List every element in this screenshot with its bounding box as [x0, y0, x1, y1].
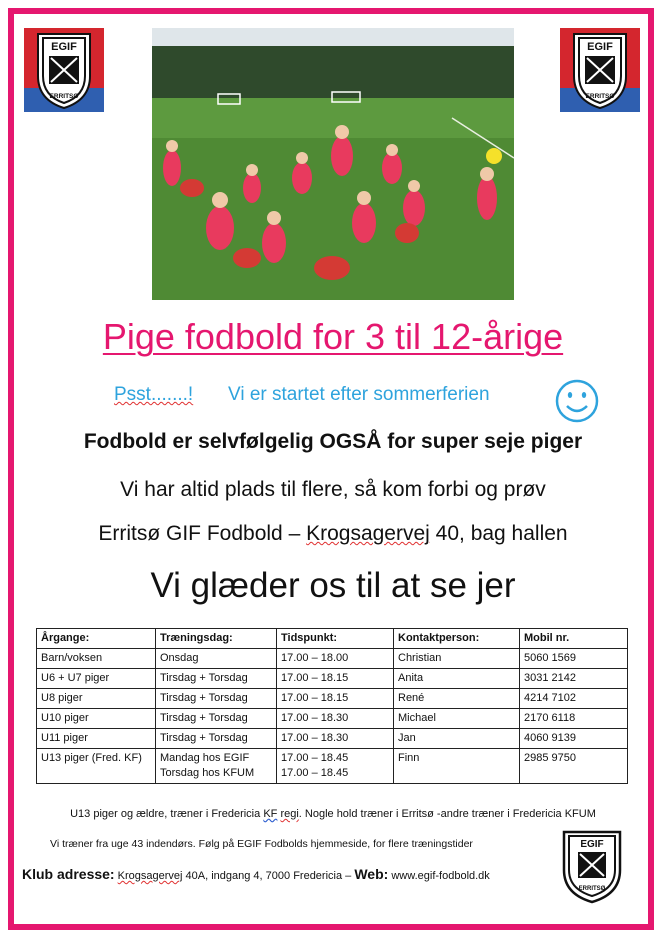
- table-cell: Barn/voksen: [37, 649, 156, 669]
- footer-text: U13 piger og ældre, træner i Fredericia: [70, 808, 264, 820]
- table-row: [37, 729, 628, 749]
- table-cell: 3031 2142: [520, 669, 628, 689]
- table-cell: Christian: [394, 649, 520, 669]
- web-label: Web:: [354, 866, 389, 882]
- table-header-cell: Træningsdag:: [156, 629, 277, 649]
- table-cell: U8 piger: [37, 689, 156, 709]
- location-street: Krogsagervej: [306, 522, 430, 545]
- table-cell: 2170 6118: [520, 709, 628, 729]
- table-cell: Finn: [394, 749, 520, 784]
- table-cell: Tirsdag + Torsdag: [156, 709, 277, 729]
- table-cell: U11 piger: [37, 729, 156, 749]
- table-cell: Jan: [394, 729, 520, 749]
- table-header-cell: Mobil nr.: [520, 629, 628, 649]
- club-address-line: [22, 866, 562, 882]
- table-header-cell: Kontaktperson:: [394, 629, 520, 649]
- table-cell: 17.00 – 18.30: [277, 729, 394, 749]
- table-cell: 17.00 – 18.15: [277, 689, 394, 709]
- club-address-label: Klub adresse:: [22, 866, 115, 882]
- address-dash: –: [342, 870, 355, 882]
- table-cell: Tirsdag + Torsdag: [156, 729, 277, 749]
- logo-top-text: EGIF: [51, 41, 77, 53]
- table-cell: Tirsdag + Torsdag: [156, 669, 277, 689]
- table-row: [37, 749, 628, 784]
- table-cell: [277, 749, 394, 784]
- location-line: [0, 522, 666, 546]
- psst-row: [110, 378, 610, 420]
- table-cell: 17.00 – 18.15: [277, 669, 394, 689]
- table-row: [37, 689, 628, 709]
- table-cell: 2985 9750: [520, 749, 628, 784]
- table-cell: U10 piger: [37, 709, 156, 729]
- invite-line: Vi har altid plads til flere, så kom forbi og prøv: [120, 478, 546, 501]
- schedule-table: [36, 628, 628, 784]
- psst-word: Psst.......!: [114, 384, 194, 405]
- table-cell: 5060 1569: [520, 649, 628, 669]
- footer-text: . Nogle hold træner i Erritsø -andre træner i Fredericia KFUM: [298, 808, 596, 820]
- day-line: Mandag hos EGIF: [160, 752, 250, 764]
- egif-logo-icon: [24, 28, 104, 112]
- table-row: [37, 669, 628, 689]
- footer-regi: regi: [280, 808, 299, 820]
- location-part-a: Erritsø GIF Fodbold –: [98, 522, 307, 545]
- logo-bottom-text: ERRITSØ: [49, 93, 79, 100]
- table-cell: Tirsdag + Torsdag: [156, 689, 277, 709]
- table-cell: 4060 9139: [520, 729, 628, 749]
- footer-kf: KF: [263, 808, 278, 820]
- time-line: 17.00 – 18.45: [281, 767, 349, 779]
- table-cell: U13 piger (Fred. KF): [37, 749, 156, 784]
- table-row: [37, 649, 628, 669]
- smiley-icon: [554, 378, 600, 424]
- logo-bottom-text: ERRITSØ: [585, 93, 615, 100]
- egif-logo-icon: [560, 828, 624, 904]
- footer-note-2: Vi træner fra uge 43 indendørs. Følg på EGIF Fodbolds hjemmeside, for flere træningstider: [50, 838, 473, 850]
- table-cell: Onsdag: [156, 649, 277, 669]
- table-cell: 17.00 – 18.00: [277, 649, 394, 669]
- logo-top-text: EGIF: [580, 839, 604, 850]
- logo-top-text: EGIF: [587, 41, 613, 53]
- table-header-cell: Tidspunkt:: [277, 629, 394, 649]
- table-cell: 17.00 – 18.30: [277, 709, 394, 729]
- time-line: 17.00 – 18.45: [281, 752, 349, 764]
- table-cell: Michael: [394, 709, 520, 729]
- table-cell: [156, 749, 277, 784]
- psst-text: [114, 384, 193, 406]
- started-text: Vi er startet efter sommerferien: [228, 384, 490, 405]
- footer-note-1: [0, 808, 666, 820]
- page-title: Pige fodbold for 3 til 12-årige: [102, 316, 564, 357]
- address-street: Krogsagervej: [117, 870, 183, 882]
- location-part-c: 40, bag hallen: [429, 522, 568, 545]
- address-rest: 40A, indgang 4, 7000 Fredericia: [182, 870, 343, 882]
- team-photo: [152, 28, 514, 300]
- egif-logo-icon: [560, 28, 640, 112]
- table-cell: U6 + U7 piger: [37, 669, 156, 689]
- table-header-cell: Årgange:: [37, 629, 156, 649]
- table-cell: 4214 7102: [520, 689, 628, 709]
- big-greeting: Vi glæder os til at se jer: [150, 566, 516, 605]
- table-cell: René: [394, 689, 520, 709]
- table-row: [37, 709, 628, 729]
- day-line: Torsdag hos KFUM: [160, 767, 255, 779]
- table-header-row: [37, 629, 628, 649]
- logo-bottom-text: ERRITSØ: [578, 886, 606, 892]
- web-link[interactable]: www.egif-fodbold.dk: [391, 870, 490, 882]
- table-cell: Anita: [394, 669, 520, 689]
- bold-tagline: Fodbold er selvfølgelig OGSÅ for super seje piger: [83, 430, 583, 453]
